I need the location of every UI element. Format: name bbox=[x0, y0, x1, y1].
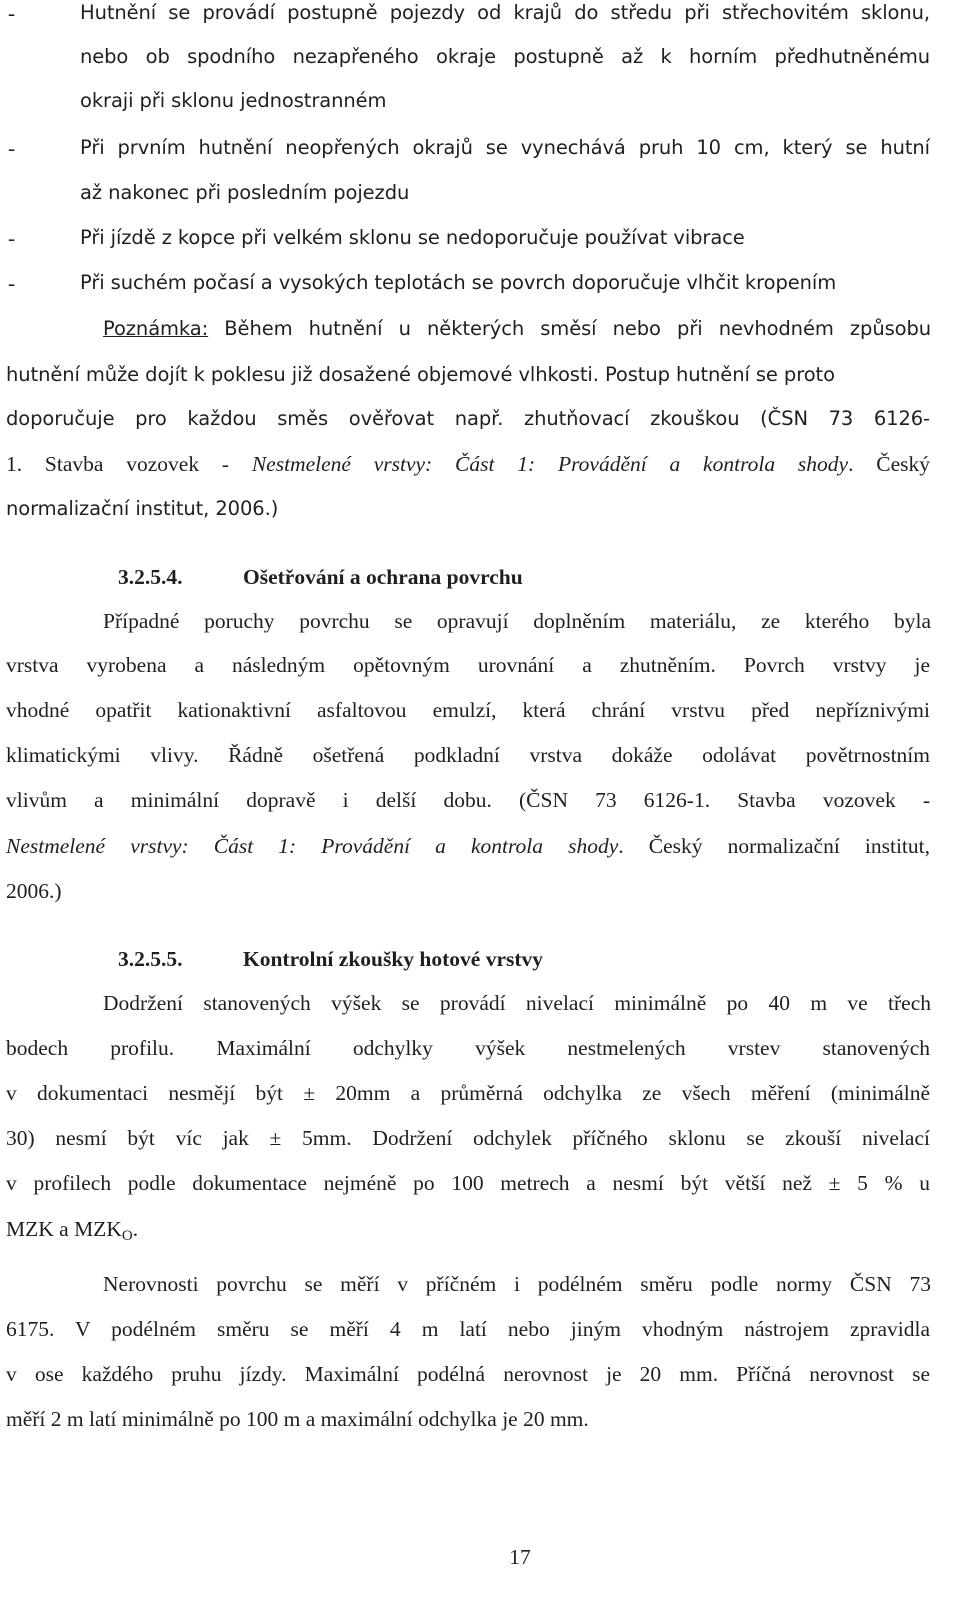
paragraph-line: v dokumentaci nesmějí být ± 20mm a průměrná odchylka ze všech měření (minimálně bbox=[6, 1081, 930, 1105]
paragraph-line: klimatickými vlivy. Řádně ošetřená podkladní vrstva dokáže odolávat povětrnostním bbox=[6, 743, 930, 767]
section-number: 3.2.5.4. bbox=[118, 565, 183, 589]
bullet-dash: - bbox=[8, 136, 16, 160]
bullet-dash: - bbox=[8, 271, 16, 295]
paragraph-text: MZK a MZK bbox=[6, 1217, 122, 1241]
paragraph-line: 2006.) bbox=[6, 879, 62, 903]
note-line bbox=[6, 362, 835, 388]
paragraph-line: 30) nesmí být víc jak ± 5mm. Dodržení odchylek příčného sklonu se zkouší nivelací bbox=[6, 1126, 930, 1150]
note-text: 1. Stavba vozovek - bbox=[6, 452, 252, 476]
bullet-text-line: nebo ob spodního nezapřeného okraje postupně až k horním předhutněnému bbox=[80, 45, 930, 68]
paragraph-line: Nerovnosti povrchu se měří v příčném i podélném směru podle normy ČSN 73 bbox=[103, 1272, 931, 1296]
bullet-text-line: Při suchém počasí a vysokých teplotách se povrch doporučuje vlhčit kropením bbox=[80, 271, 837, 294]
note-text: Postup hutnění se proto bbox=[604, 363, 835, 386]
paragraph-line: Případné poruchy povrchu se opravují doplněním materiálu, ze kterého byla bbox=[103, 609, 931, 633]
note-line bbox=[103, 316, 931, 342]
note-line: normalizační institut, 2006.) bbox=[6, 497, 279, 520]
paragraph-line: Dodržení stanovených výšek se provádí nivelací minimálně po 40 m ve třech bbox=[103, 991, 931, 1015]
paragraph-line bbox=[6, 1216, 138, 1242]
paragraph-text: . Český normalizační institut, bbox=[618, 834, 930, 858]
note-text: . Český bbox=[848, 452, 930, 476]
citation-title: Nestmelené vrstvy: Část 1: Provádění a kontrola shody bbox=[6, 834, 619, 858]
paragraph-line: bodech profilu. Maximální odchylky výšek nestmelených vrstev stanovených bbox=[6, 1036, 930, 1060]
note-text: hutnění může dojít k poklesu již dosažené objemové vlhkosti. bbox=[6, 363, 599, 386]
note-text: Během hutnění u některých směsí nebo při nevhodném způsobu bbox=[224, 317, 931, 340]
note-line bbox=[6, 451, 930, 477]
bullet-dash: - bbox=[8, 226, 16, 250]
paragraph-line: vhodné opatřit kationaktivní asfaltovou emulzí, která chrání vrstvu před nepříznivými bbox=[6, 698, 930, 722]
bullet-dash: - bbox=[8, 1, 16, 25]
paragraph-line: 6175. V podélném směru se měří 4 m latí nebo jiným vhodným nástrojem zpravidla bbox=[6, 1317, 930, 1341]
paragraph-line: v profilech podle dokumentace nejméně po 100 metrech a nesmí být větší než ± 5 % u bbox=[6, 1171, 930, 1195]
section-title: Kontrolní zkoušky hotové vrstvy bbox=[243, 947, 544, 971]
section-title: Ošetřování a ochrana povrchu bbox=[243, 565, 523, 589]
paragraph-text: . bbox=[132, 1217, 139, 1241]
subscript-text: O bbox=[121, 1228, 133, 1244]
note-line: doporučuje pro každou směs ověřovat např. zhutňovací zkouškou (ČSN 73 6126- bbox=[6, 407, 930, 430]
paragraph-line: vrstva vyrobena a následným opětovným urovnání a zhutněním. Povrch vrstvy je bbox=[6, 653, 930, 677]
section-number: 3.2.5.5. bbox=[118, 947, 183, 971]
paragraph-line bbox=[6, 833, 930, 859]
paragraph-line: vlivům a minimální dopravě i delší dobu. (ČSN 73 6126-1. Stavba vozovek - bbox=[6, 788, 930, 812]
bullet-text-line: Při jízdě z kopce při velkém sklonu se nedoporučuje používat vibrace bbox=[80, 226, 745, 249]
page-number: 17 bbox=[509, 1545, 531, 1569]
note-label: Poznámka: bbox=[103, 317, 209, 340]
bullet-text-line: Při prvním hutnění neopřených okrajů se vynechává pruh 10 cm, který se hutní bbox=[80, 136, 930, 159]
paragraph-line: v ose každého pruhu jízdy. Maximální podélná nerovnost je 20 mm. Příčná nerovnost se bbox=[6, 1362, 930, 1386]
bullet-text-line: až nakonec při posledním pojezdu bbox=[80, 181, 410, 204]
paragraph-line: měří 2 m latí minimálně po 100 m a maximální odchylka je 20 mm. bbox=[6, 1407, 589, 1431]
note-citation-title: Nestmelené vrstvy: Část 1: Provádění a kontrola shody bbox=[251, 452, 849, 476]
bullet-text-line: okraji při sklonu jednostranném bbox=[80, 89, 387, 112]
bullet-text-line: Hutnění se provádí postupně pojezdy od krajů do středu při střechovitém sklonu, bbox=[80, 1, 930, 24]
